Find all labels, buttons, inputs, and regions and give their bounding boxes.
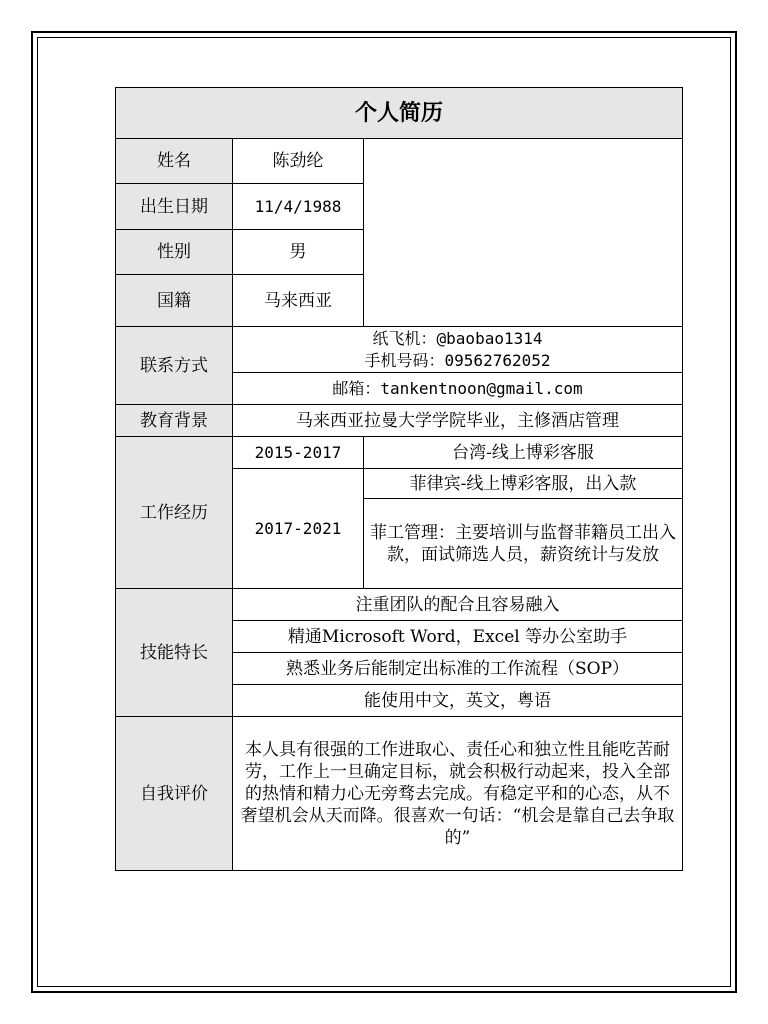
work-period-2: 2017-2021	[233, 469, 364, 589]
name-label: 姓名	[116, 139, 233, 184]
self-eval-text: 本人具有很强的工作进取心、责任心和独立性且能吃苦耐劳，工作上一旦确定目标，就会积极行动起来，投入全部的热情和精力心无旁骛去完成。有稳定平和的心态，从不奢望机会从天而降。很喜欢一句话：“机会是靠自己去争取的”	[240, 739, 675, 848]
email-text: 邮箱：tankentnoon@gmail.com	[233, 373, 683, 405]
work-desc-2: 菲律宾-线上博彩客服，出入款	[364, 469, 683, 499]
skill-item-4: 能使用中文，英文，粤语	[233, 685, 683, 717]
telegram-text: 纸飞机：@baobao1314	[372, 328, 543, 348]
name-value: 陈劲纶	[233, 139, 364, 184]
work-period-1: 2015-2017	[233, 437, 364, 469]
education-label: 教育背景	[116, 405, 233, 437]
self-eval-label: 自我评价	[116, 717, 233, 871]
phone-text: 手机号码：09562762052	[364, 350, 551, 370]
contact-label: 联系方式	[116, 327, 233, 405]
self-eval-cell	[233, 717, 683, 871]
work-desc-1: 台湾-线上博彩客服	[364, 437, 683, 469]
birth-value: 11/4/1988	[233, 184, 364, 230]
contact-im-phone	[233, 327, 683, 373]
skill-item-2: 精通Microsoft Word，Excel 等办公室助手	[233, 621, 683, 653]
nationality-value: 马来西亚	[233, 275, 364, 327]
skill-item-3: 熟悉业务后能制定出标准的工作流程（SOP）	[233, 653, 683, 685]
work-desc-2b: 菲工管理：主要培训与监督菲籍员工出入款，面试筛选人员，薪资统计与发放	[364, 499, 683, 589]
photo-area	[364, 139, 683, 327]
skill-item-1: 注重团队的配合且容易融入	[233, 589, 683, 621]
gender-value: 男	[233, 230, 364, 275]
work-label: 工作经历	[116, 437, 233, 589]
nationality-label: 国籍	[116, 275, 233, 327]
gender-label: 性别	[116, 230, 233, 275]
skills-label: 技能特长	[116, 589, 233, 717]
resume-title: 个人简历	[116, 88, 683, 139]
resume-table	[115, 87, 683, 871]
education-value: 马来西亚拉曼大学学院毕业，主修酒店管理	[233, 405, 683, 437]
birth-label: 出生日期	[116, 184, 233, 230]
